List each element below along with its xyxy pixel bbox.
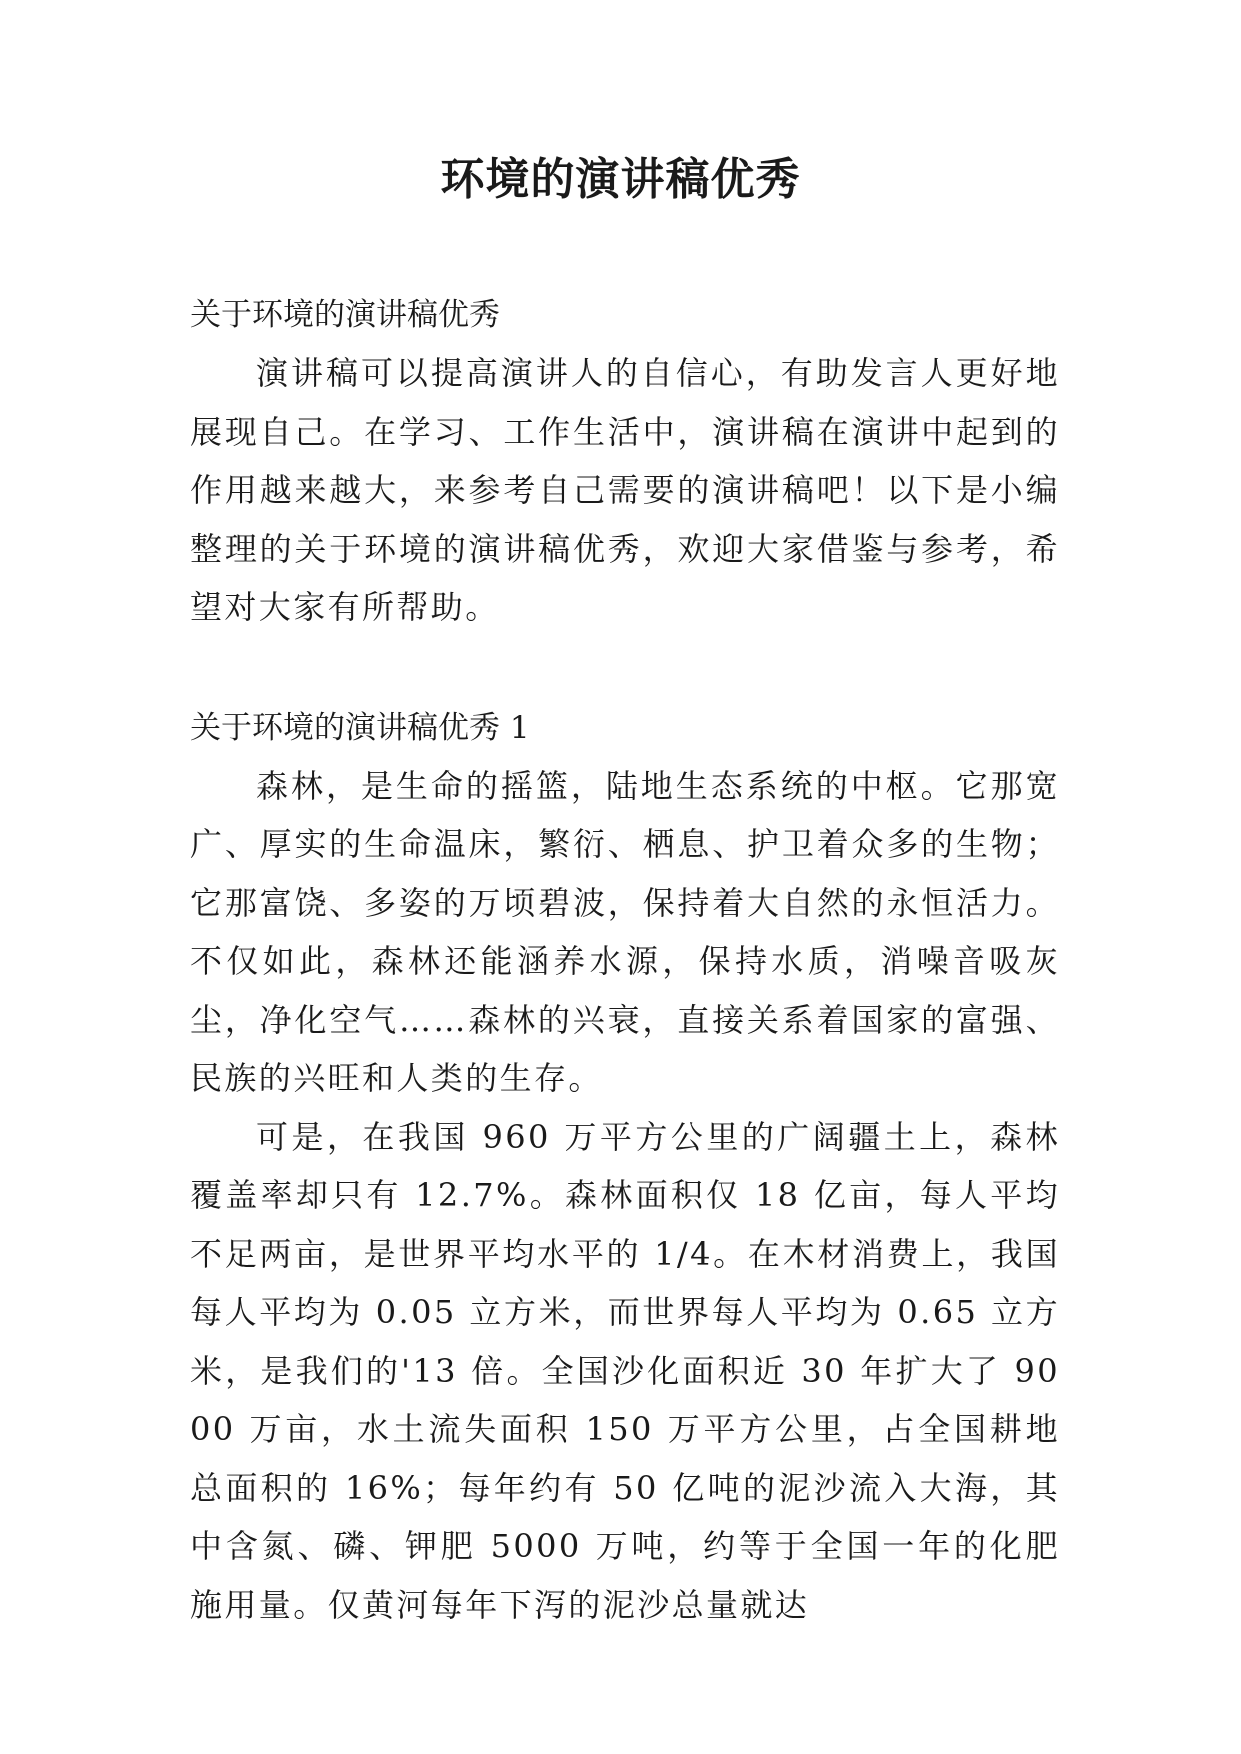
section-heading: 关于环境的演讲稿优秀 1 — [190, 709, 530, 746]
body-paragraph: 森林，是生命的摇篮，陆地生态系统的中枢。它那宽广、厚实的生命温床，繁衍、栖息、护卫着众多的生物；它那富饶、多姿的万顷碧波，保持着大自然的永恒活力。不仅如此，森林还能涵养水源，保持水质，消噪音吸灰尘，净化空气……森林的兴衰，直接关系着国家的富强、民族的兴旺和人类的生存。 — [190, 766, 1060, 1097]
body-paragraph: 可是，在我国 960 万平方公里的广阔疆土上，森林覆盖率却只有 12.7%。森林面积仅 18 亿亩，每人平均不足两亩，是世界平均水平的 1/4。在木材消费上，我国每人平均为 0.05 立方米，而世界每人平均为 0.65 立方米，是我们的'13 倍。全国沙化面积近 30 年扩大了 9000 万亩，水土流失面积 150 万平方公里，占全国耕地总面积的 16%；每年约有 50 亿吨的泥沙流入大海，其中含氮、磷、钾肥 5000 万吨，约等于全国一年的化肥施用量。仅黄河每年下泻的泥沙总量就达 — [190, 1117, 1060, 1624]
intro-paragraph: 演讲稿可以提高演讲人的自信心，有助发言人更好地展现自己。在学习、工作生活中，演讲稿在演讲中起到的作用越来越大，来参考自己需要的演讲稿吧！以下是小编整理的关于环境的演讲稿优秀，欢迎大家借鉴与参考，希望对大家有所帮助。 — [190, 354, 1060, 626]
section-heading: 关于环境的演讲稿优秀 — [190, 297, 500, 333]
document-body — [190, 286, 1060, 1634]
document-title: 环境的演讲稿优秀 — [440, 154, 801, 205]
